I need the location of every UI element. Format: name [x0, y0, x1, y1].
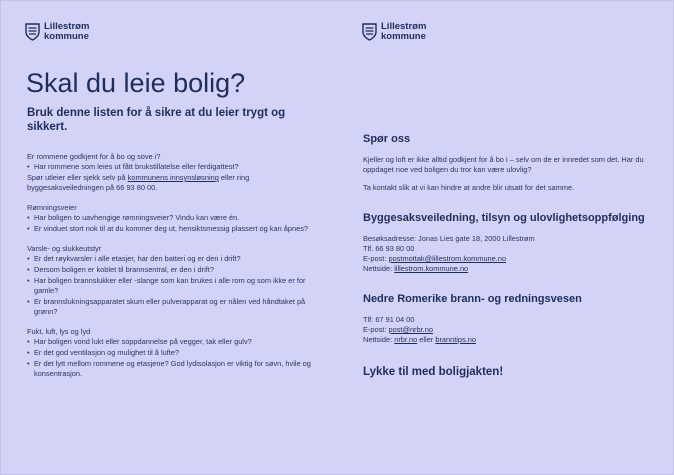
list-item: • Har boligen brannslukker eller -slange som kan brukes i alle rom og som ikke er for gamle?: [27, 276, 327, 296]
website-link-nrbr[interactable]: nrbr.no: [394, 335, 418, 344]
page-subtitle: Bruk denne listen for å sikre at du leier trygt og sikkert.: [27, 107, 286, 133]
logo-left: [25, 22, 89, 42]
contact-block: [363, 315, 663, 345]
coat-of-arms-icon: [362, 23, 377, 41]
ask-paragraph-2: Ta kontakt slik at vi kan hindre at andre blir utsatt for det samme.: [363, 183, 575, 192]
email-line: E-post: postmottak@lillestrom.kommune.no: [363, 254, 507, 263]
section-heading: Spør oss: [363, 133, 411, 145]
logo-line2: kommune: [44, 31, 89, 42]
section-alarm-equipment: [27, 244, 327, 317]
list-item: • Er det god ventilasjon og mulighet til å lufte?: [27, 348, 327, 358]
logo-line2: kommune: [381, 31, 426, 42]
section-heading: Rømningsveier: [27, 203, 77, 212]
section-fire-service: [363, 292, 663, 345]
list-item: • Er vinduet stort nok til at du kommer deg ut, hensiktsmessig plassert og kan åpnes?: [27, 224, 327, 234]
section-heading: Fukt, luft, lys og lyd: [27, 327, 91, 336]
website-link-branntips[interactable]: branntips.no: [435, 335, 477, 344]
website-link[interactable]: lillestrom.kommune.no: [394, 264, 469, 273]
logo-line1: Lillestrøm: [44, 21, 90, 32]
coat-of-arms-icon: [25, 23, 40, 41]
section-moisture-air: [27, 327, 327, 379]
section-ask-us: [363, 132, 663, 193]
contact-block: [363, 234, 663, 274]
innsyn-link[interactable]: kommunens innsynsløsning: [127, 173, 219, 182]
list-item: • Er det lytt mellom rommene og etasjene? God lydisolasjon er viktig for søvn, hvile og konsentrasjon.: [27, 359, 327, 379]
email-link[interactable]: post@nrbr.no: [388, 325, 433, 334]
phone-text: Tlf. 66 93 80 00: [363, 244, 415, 253]
list-item: • Har boligen to uavhengige rømningsveier? Vindu kan være én.: [27, 213, 327, 223]
address-text: Besøksadresse: Jonas Lies gate 18, 2000 Lillestrøm: [363, 234, 535, 243]
list-item: • Dersom boligen er koblet til brannsentral, er den i drift?: [27, 265, 327, 275]
logo-line1: Lillestrøm: [381, 21, 427, 32]
section-escape-routes: [27, 203, 327, 234]
section-approval: [27, 152, 327, 193]
list-item: • Har boligen vond lukt eller soppdannelse på vegger, tak eller gulv?: [27, 337, 327, 347]
section-heading: Nedre Romerike brann- og redningsvesen: [363, 293, 582, 305]
logo-right: [362, 22, 426, 42]
section-heading: Byggesaksveiledning, tilsyn og ulovlighetsoppfølging: [363, 212, 645, 224]
right-column: [363, 132, 663, 379]
list-item: • Er det røykvarsler i alle etasjer, har den batteri og er den i drift?: [27, 254, 327, 264]
list-item: • Er brannslukningsapparatet skum eller pulverapparat og er nålen ved håndtaket på grønn?: [27, 297, 327, 317]
section-approval-intro: Er rommene godkjent for å bo og sove i?: [27, 152, 161, 161]
section-heading: Varsle- og slukkeutstyr: [27, 244, 102, 253]
ask-paragraph-1: Kjeller og loft er ikke alltid godkjent for å bo i – selv om de er innredet som det. Har du oppdaget noe ved boligen du tror kan være ulovlig?: [363, 155, 644, 174]
web-line: Nettside: nrbr.no eller branntips.no: [363, 335, 477, 344]
section-building-guidance: [363, 211, 663, 274]
page-title: Skal du leie bolig?: [26, 68, 246, 98]
web-line: Nettside: lillestrom.kommune.no: [363, 264, 469, 273]
phone-text: Tlf: 67 91 04 00: [363, 315, 415, 324]
closing-message: Lykke til med boligjakten!: [363, 366, 504, 378]
email-line: E-post: post@nrbr.no: [363, 325, 433, 334]
section-approval-text: Spør utleier eller sjekk selv på kommunens innsynsløsning eller ring byggesaksveiledningen på 66 93 80 00.: [27, 173, 250, 192]
list-item: • Har rommene som leies ut fått brukstillatelse eller ferdigattest?: [27, 162, 327, 172]
email-link[interactable]: postmottak@lillestrom.kommune.no: [388, 254, 507, 263]
left-column: [27, 67, 327, 380]
